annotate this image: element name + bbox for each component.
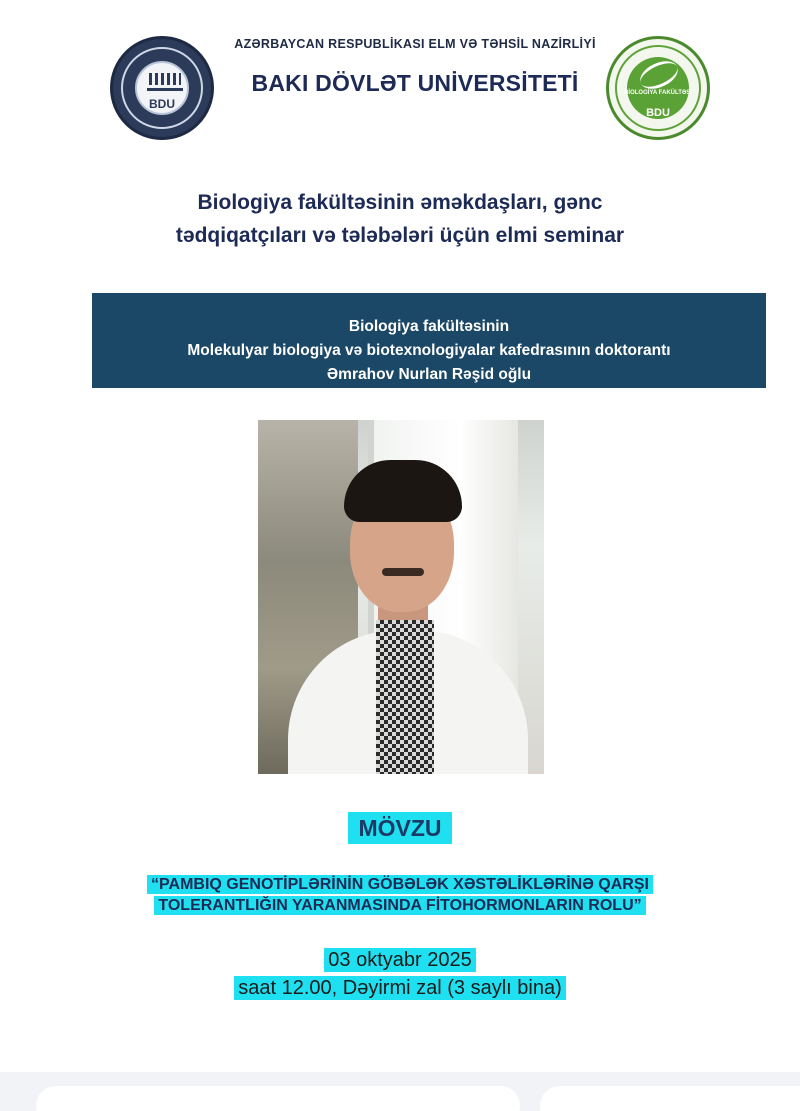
ministry-title: AZƏRBAYCAN RESPUBLİKASI ELM VƏ TƏHSİL NAZİRLİYİ: [234, 37, 596, 51]
faculty-logo-text: BİOLOGİYA FAKÜLTƏSİ: [624, 90, 692, 96]
speaker-photo: [258, 420, 544, 774]
event-date: 03 oktyabr 2025: [324, 948, 475, 972]
university-title: BAKI DÖVLƏT UNİVERSİTETİ: [251, 70, 579, 96]
logo-mark: BDU: [646, 107, 670, 119]
topic-title: [100, 874, 700, 916]
topic-line-1: “PAMBIQ GENOTİPLƏRİNİN GÖBƏLƏK XƏSTƏLİKLƏRİNƏ QARŞI: [147, 875, 653, 894]
speaker-name: Əmrahov Nurlan Rəşid oğlu: [326, 366, 532, 383]
building-icon: [147, 73, 183, 91]
speaker-department: Molekulyar biologiya və biotexnologiyalar kafedrasının doktorantı: [187, 342, 671, 359]
bdu-university-logo: [110, 36, 214, 140]
seminar-title: [120, 186, 680, 252]
bottom-pill[interactable]: [36, 1086, 520, 1111]
topic-label: MÖVZU: [348, 812, 452, 844]
mustache: [382, 568, 424, 576]
checkered-shirt: [376, 620, 434, 774]
seminar-line-1: Biologiya fakültəsinin əməkdaşları, gənc: [197, 191, 603, 214]
topic-line-2: TOLERANTLIĞIN YARANMASINDA FİTOHORMONLARIN ROLU”: [154, 896, 645, 915]
speaker-faculty: Biologiya fakültəsinin: [348, 318, 510, 335]
bottom-pill[interactable]: [540, 1086, 800, 1111]
seminar-line-2: tədqiqatçıları və tələbələri üçün elmi seminar: [175, 224, 625, 247]
hair: [344, 460, 462, 522]
speaker-banner: [92, 293, 766, 388]
event-time-place: saat 12.00, Dəyirmi zal (3 saylı bina): [234, 976, 565, 1000]
logo-mark: BDU: [149, 97, 175, 111]
biology-faculty-logo: [606, 36, 710, 140]
event-details: [100, 946, 700, 1002]
